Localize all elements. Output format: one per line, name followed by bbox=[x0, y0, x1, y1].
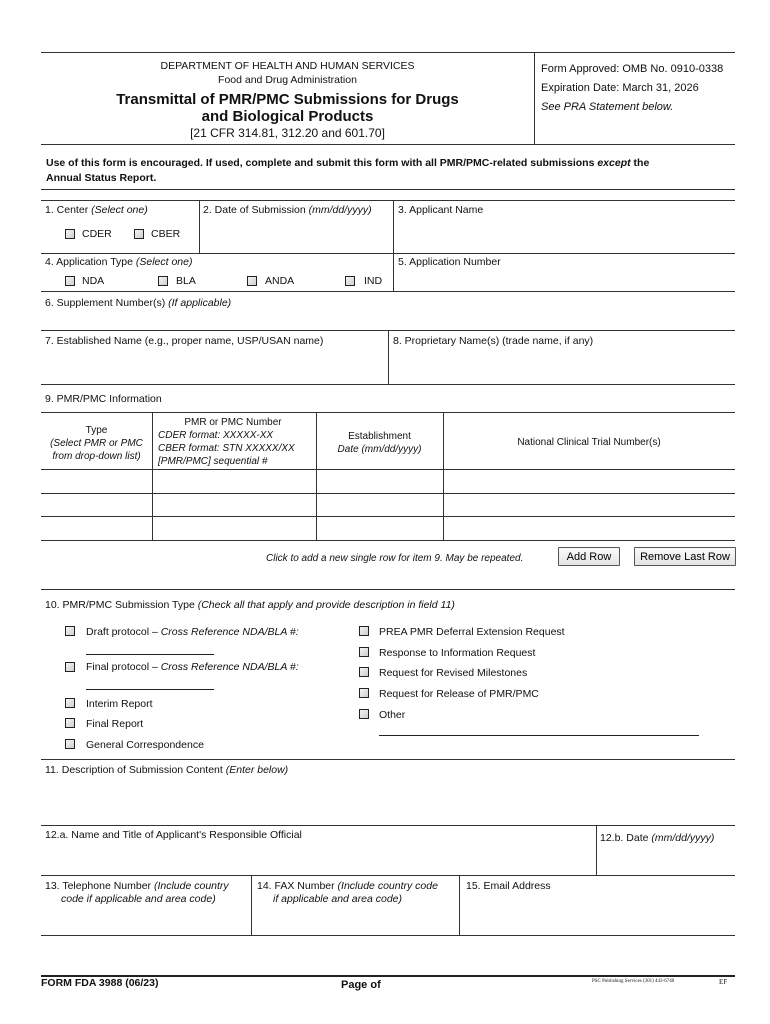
center-label: 1. Center (Select one) bbox=[45, 204, 148, 216]
release-pmr-pmc-checkbox[interactable] bbox=[359, 688, 369, 698]
final-report-label: Final Report bbox=[86, 718, 144, 730]
application-number-label: 5. Application Number bbox=[398, 256, 501, 268]
application-number-input[interactable] bbox=[396, 270, 734, 290]
general-correspondence-checkbox[interactable] bbox=[65, 739, 75, 749]
page-number: Page of bbox=[341, 979, 381, 991]
final-protocol-ref-input[interactable] bbox=[86, 689, 214, 690]
interim-report-label: Interim Report bbox=[86, 698, 153, 710]
add-row-note: Click to add a new single row for item 9. May be repeated. bbox=[266, 553, 524, 564]
add-row-button[interactable]: Add Row bbox=[558, 547, 620, 566]
established-name-label: 7. Established Name (e.g., proper name, USP/USAN name) bbox=[45, 335, 324, 347]
final-report-checkbox[interactable] bbox=[65, 718, 75, 728]
omb-number: Form Approved: OMB No. 0910-0338 bbox=[541, 63, 724, 75]
release-pmr-pmc-label: Request for Release of PMR/PMC bbox=[379, 688, 539, 700]
col-nct-header: National Clinical Trial Number(s) bbox=[517, 437, 661, 448]
proprietary-name-input[interactable] bbox=[391, 350, 734, 382]
established-name-input[interactable] bbox=[43, 350, 386, 382]
ind-checkbox[interactable] bbox=[345, 276, 355, 286]
intro-text-line2: Annual Status Report. bbox=[46, 172, 157, 184]
description-input[interactable] bbox=[43, 779, 733, 823]
draft-protocol-ref-input[interactable] bbox=[86, 654, 214, 655]
bla-checkbox[interactable] bbox=[158, 276, 168, 286]
revised-milestones-checkbox[interactable] bbox=[359, 667, 369, 677]
col-type-header: Type (Select PMR or PMC from drop-down list) bbox=[50, 425, 143, 462]
application-type-label: 4. Application Type (Select one) bbox=[45, 256, 193, 268]
proprietary-name-label: 8. Proprietary Name(s) (trade name, if any) bbox=[393, 335, 594, 347]
pmr-pmc-info-label: 9. PMR/PMC Information bbox=[45, 393, 162, 405]
email-label: 15. Email Address bbox=[466, 880, 551, 892]
expiration-date: Expiration Date: March 31, 2026 bbox=[541, 82, 699, 94]
ind-label: IND bbox=[364, 275, 383, 287]
response-info-request-checkbox[interactable] bbox=[359, 647, 369, 657]
supplement-number-label: 6. Supplement Number(s) (If applicable) bbox=[45, 297, 232, 309]
agency-name: Food and Drug Administration bbox=[218, 74, 357, 86]
final-protocol-label: Final protocol – Cross Reference NDA/BLA #: bbox=[86, 661, 299, 673]
cfr-reference: [21 CFR 314.81, 312.20 and 601.70] bbox=[190, 126, 385, 140]
description-label: 11. Description of Submission Content (Enter below) bbox=[45, 764, 289, 776]
signature-date-input[interactable] bbox=[599, 847, 734, 872]
draft-protocol-label: Draft protocol – Cross Reference NDA/BLA #: bbox=[86, 626, 299, 638]
submission-date-label: 2. Date of Submission (mm/dd/yyyy) bbox=[203, 204, 372, 216]
responsible-official-input[interactable] bbox=[43, 844, 593, 872]
cber-label: CBER bbox=[151, 228, 181, 240]
responsible-official-label: 12.a. Name and Title of Applicant's Responsible Official bbox=[45, 829, 302, 841]
pmr-row-2[interactable] bbox=[41, 494, 735, 515]
col-number-header: PMR or PMC Number CDER format: XXXXX-XX CBER format: STN XXXXX/XX [PMR/PMC] sequential # bbox=[158, 417, 295, 467]
pra-statement-note: See PRA Statement below. bbox=[541, 101, 674, 113]
ef-mark: EF bbox=[719, 978, 728, 986]
draft-protocol-checkbox[interactable] bbox=[65, 626, 75, 636]
prea-deferral-checkbox[interactable] bbox=[359, 626, 369, 636]
other-label: Other bbox=[379, 709, 406, 721]
pmr-row-1[interactable] bbox=[41, 470, 735, 492]
applicant-name-label: 3. Applicant Name bbox=[398, 204, 484, 216]
submission-date-input[interactable] bbox=[201, 218, 391, 250]
cber-checkbox[interactable] bbox=[134, 229, 144, 239]
applicant-name-input[interactable] bbox=[396, 218, 734, 250]
psc-publishing: PSC Publishing Services (301) 443-6740 bbox=[592, 979, 675, 984]
col-date-header: Establishment Date (mm/dd/yyyy) bbox=[337, 431, 422, 455]
cder-label: CDER bbox=[82, 228, 112, 240]
response-info-request-label: Response to Information Request bbox=[379, 647, 536, 659]
anda-checkbox[interactable] bbox=[247, 276, 257, 286]
form-id: FORM FDA 3988 (06/23) bbox=[41, 977, 159, 989]
signature-date-label: 12.b. Date (mm/dd/yyyy) bbox=[600, 832, 715, 844]
cder-checkbox[interactable] bbox=[65, 229, 75, 239]
form-title-line2: and Biological Products bbox=[201, 108, 374, 125]
fax-input[interactable] bbox=[254, 909, 457, 933]
final-protocol-checkbox[interactable] bbox=[65, 662, 75, 672]
revised-milestones-label: Request for Revised Milestones bbox=[379, 667, 528, 679]
nda-label: NDA bbox=[82, 275, 105, 287]
telephone-label: 13. Telephone Number (Include country code if applicable and area code) bbox=[45, 880, 229, 905]
nda-checkbox[interactable] bbox=[65, 276, 75, 286]
pmr-row-3[interactable] bbox=[41, 517, 735, 539]
intro-text: Use of this form is encouraged. If used, complete and submit this form with all PMR/PMC-related submissions except the bbox=[46, 157, 650, 169]
interim-report-checkbox[interactable] bbox=[65, 698, 75, 708]
anda-label: ANDA bbox=[265, 275, 295, 287]
other-description-input[interactable] bbox=[379, 735, 699, 736]
form-title-line1: Transmittal of PMR/PMC Submissions for Drugs bbox=[116, 91, 459, 108]
submission-type-label: 10. PMR/PMC Submission Type (Check all that apply and provide description in field 11) bbox=[45, 599, 455, 611]
general-correspondence-label: General Correspondence bbox=[86, 739, 204, 751]
fax-label: 14. FAX Number (Include country code if applicable and area code) bbox=[257, 880, 438, 905]
dept-name: DEPARTMENT OF HEALTH AND HUMAN SERVICES bbox=[160, 60, 415, 72]
prea-deferral-label: PREA PMR Deferral Extension Request bbox=[379, 626, 565, 638]
bla-label: BLA bbox=[176, 275, 196, 287]
email-input[interactable] bbox=[462, 895, 734, 933]
telephone-input[interactable] bbox=[43, 909, 249, 933]
remove-last-row-button[interactable]: Remove Last Row bbox=[634, 547, 736, 566]
supplement-number-input[interactable] bbox=[43, 311, 733, 327]
other-checkbox[interactable] bbox=[359, 709, 369, 719]
